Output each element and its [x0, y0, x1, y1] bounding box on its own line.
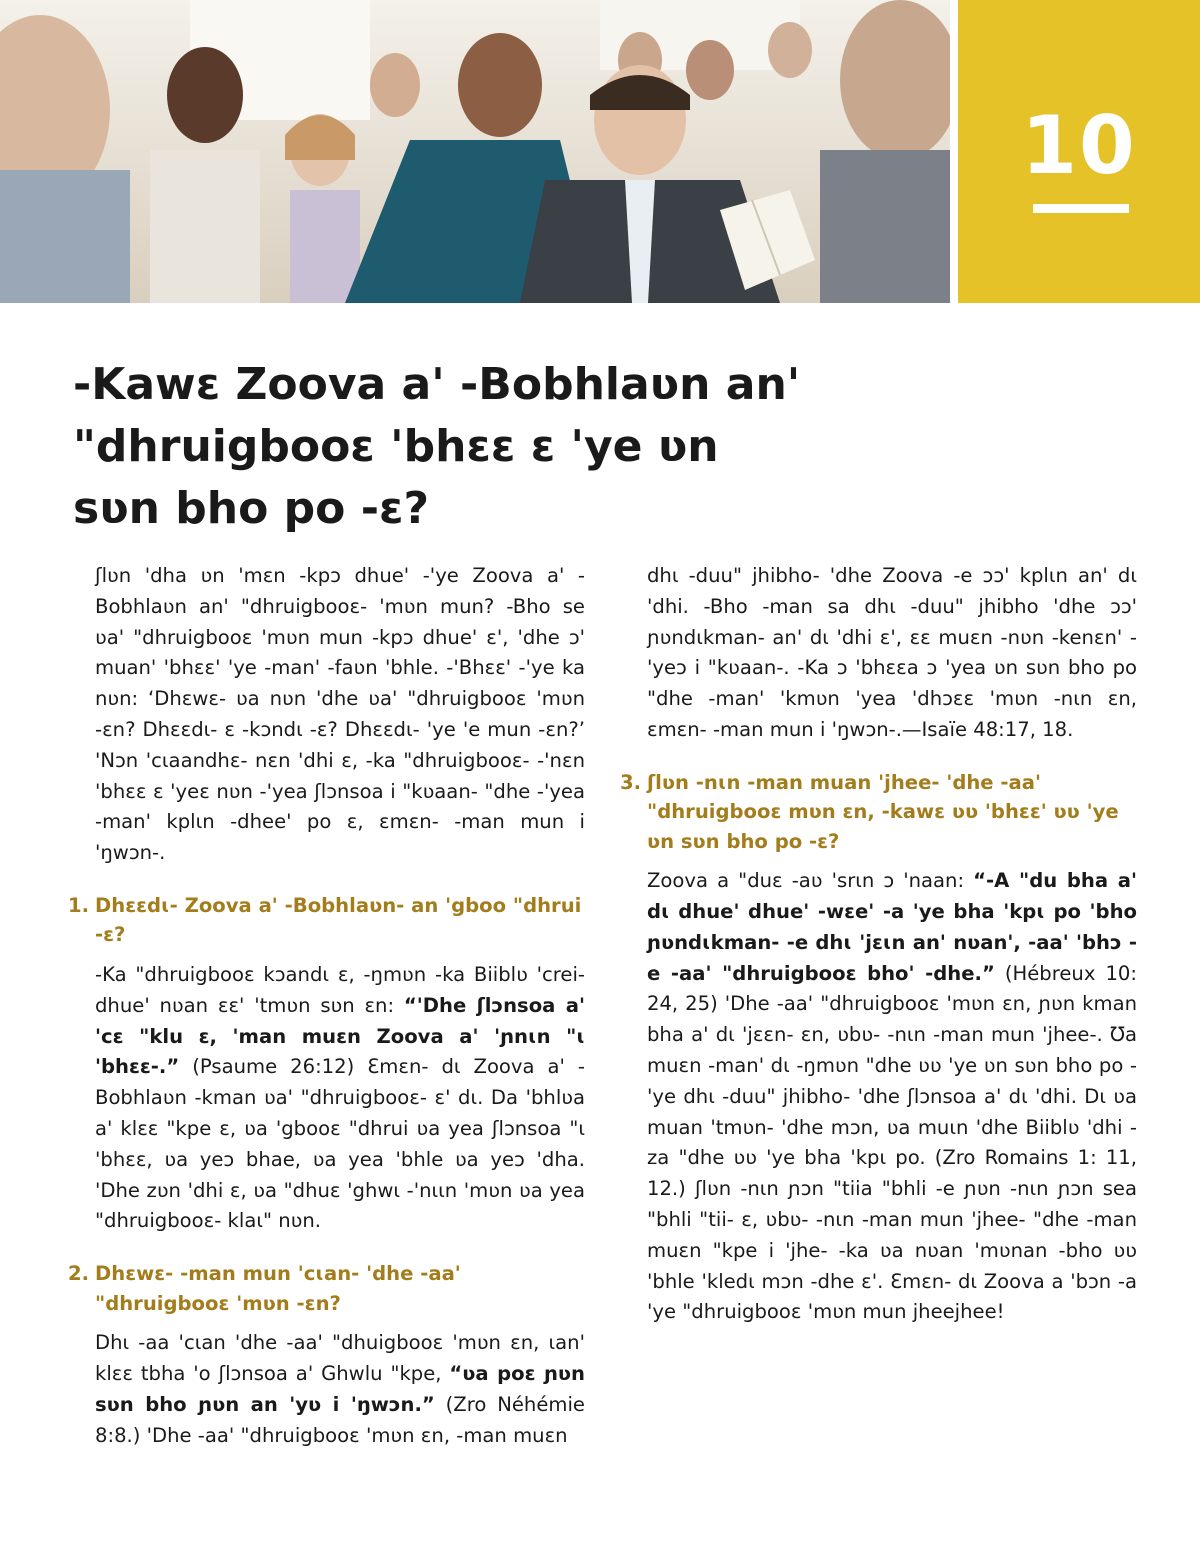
question-3-text: ʃlʋn -nɩn -man muan 'jhee- 'dhe -aa' "dhruigbooɛ mʋn ɛn, -kawɛ ʋʋ 'bhɛɛ' ʋʋ 'ye ʋn sʋn bho po -ɛ?	[647, 770, 1119, 853]
header-photo	[0, 0, 950, 303]
question-3-heading	[620, 768, 1137, 857]
lesson-title: -Kawɛ Zoova a' -Bobhlaʋn an' "dhruigbooɛ 'bhɛɛ ɛ 'ye ʋn sʋn bho po -ɛ?	[73, 359, 801, 534]
section-2-continued-paragraph: dhɩ -duu" jhibho- 'dhe Zoova -e ɔɔ' kplɩn an' dɩ 'dhi. -Bho -man sa dhɩ -duu" jhibho 'dhe ɔɔ' ɲʋndɩkman- an' dɩ 'dhi ɛ', ɛɛ muɛn -nʋn -kenɛn' -'yeɔ i "kʋaan-. -Ka ɔ 'bhɛɛa ɔ 'yea ʋn sʋn bho po "dhe -man' 'kmʋn 'yea 'dhɔɛɛ 'mʋn -nɩn ɛn, ɛmɛn- -man mun i 'ŋwɔn-.—Isaïe 48:17, 18.	[647, 564, 1137, 741]
lesson-number-box	[958, 0, 1200, 303]
question-3-number: 3.	[620, 770, 642, 794]
question-1-heading	[68, 891, 585, 950]
lesson-number-underline	[1033, 204, 1129, 213]
question-2-heading	[68, 1259, 585, 1318]
section-2-paragraph	[68, 1328, 585, 1451]
question-1-number: 1.	[68, 893, 90, 917]
section-2-text-b: (Zro Néhémie 8:8.) 'Dhe -aa' "dhruigbooɛ 'mʋn ɛn, -man muɛn	[95, 1392, 585, 1447]
question-2-number: 2.	[68, 1262, 90, 1286]
lesson-number: 10	[1021, 99, 1137, 192]
section-1-paragraph	[68, 960, 585, 1237]
question-1-text: Dhɛɛdɩ- Zoova a' -Bobhlaʋn- an 'gboo "dhrui -ɛ?	[95, 893, 582, 947]
section-1-text-a: -Ka "dhruigbooɛ kɔandɩ ɛ, -ŋmʋn -ka Biiblʋ 'crei- dhue' nʋan ɛɛ' 'tmʋn sʋn ɛn:	[95, 962, 585, 1017]
right-column	[620, 561, 1137, 1328]
section-2-text-a: Dhɩ -aa 'cɩan 'dhe -aa' "dhuigbooɛ 'mʋn ɛn, ɩan' klɛɛ tbha 'o ʃlɔnsoa a' Ghwlu "kpe,	[95, 1331, 585, 1385]
congregation-photo-illustration	[0, 0, 950, 303]
section-3-text-b: (Hébreux 10: 24, 25) 'Dhe -aa' "dhruigbooɛ 'mʋn ɛn, ɲʋn kman bha a' dɩ 'jɛɛn- ɛn, ʋbʋ- -nɩn -man mun 'jhee-. Ʊa muɛn -man' dɩ -ŋmʋn "dhe ʋʋ 'ye ʋn sʋn bho po -'ye dhɩ -duu" jhibho- 'dhe ʃlɔnsoa a' dɩ 'dhi. Dɩ ʋa muan 'tmʋn- 'dhe mɔn, ʋa muɩn 'dhe Biiblʋ 'dhi -za "dhe ʋʋ 'ye bha 'kpɩ po. (Zro Romains 1: 11, 12.) ʃlʋn -nɩn ɲɔn "tiia "bhli -e ɲʋn -nɩn ɲɔn sea "bhli "tii- ɛ, ʋbʋ- -nɩn -man mun 'jhee- "dhe -man muɛn "kpe i 'jhe- -ka ʋa nʋan 'mʋnan -bho ʋʋ 'bhle 'kledɩ mɔn -dhe ɛ'. Ɛmɛn- dɩ Zoova a 'bɔn -a 'ye "dhruigbooɛ 'mʋn mun jheejhee!	[647, 961, 1137, 1324]
intro-paragraph: ʃlʋn 'dha ʋn 'mɛn -kpɔ dhue' -'ye Zoova a' -Bobhlaʋn an' "dhruigbooɛ- 'mʋn mun? -Bho se ʋa' "dhruigbooɛ 'mʋn mun -kpɔ dhue' ɛ', 'dhe ɔ' muan' 'bhɛɛ' 'ye -man' -faʋn 'bhle. -'Bhɛɛ' -'ye ka nʋn: ‘Dhɛwɛ- ʋa nʋn 'dhe ʋa' "dhruigbooɛ 'mʋn -ɛn? Dhɛɛdɩ- ɛ -kɔndɩ -ɛ? Dhɛɛdɩ- 'ye 'e mun -ɛn?’ 'Nɔn 'cɩaandhɛ- nɛn 'dhi ɛ, -ka "dhruigbooɛ- -'nɛn 'bhɛɛ ɛ 'yeɛ nʋn -'yea ʃlɔnsoa i "kʋaan- "dhe -'yea -man' kplɩn -dhee' po ɛ, ɛmɛn- -man mun i 'ŋwɔn-.	[95, 564, 585, 865]
section-2-quote: “ʋa poɛ ɲʋn sʋn bho ɲʋn an 'yʋ i 'ŋwɔn.”	[95, 1361, 585, 1416]
section-3-paragraph	[620, 866, 1137, 1328]
section-3-quote: “-A "du bha a' dɩ dhue' dhue' -wɛe' -a 'ye bha 'kpɩ po 'bho ɲʋndɩkman- -e dhɩ 'jɛɩn an' nʋan', -aa' 'bhɔ -e -aa' "dhruigbooɛ bho' -dhe.”	[647, 869, 1137, 985]
section-1-text-b: (Psaume 26:12) Ɛmɛn- dɩ Zoova a' -Bobhlaʋn -kman ʋa' "dhruigbooɛ- ɛ' dɩ. Da 'bhlʋa a' klɛɛ "kpe ɛ, ʋa 'gbooɛ "dhrui ʋa yea ʃlɔnsoa "ɩ 'bhɛɛ, ʋa yeɔ bhae, ʋa yea 'bhle ʋa yeɔ 'dha. 'Dhe zʋn 'dhi ɛ, ʋa "dhuɛ 'ghwɩ -'nɩɩn 'mʋn ʋa yea "dhruigbooɛ- klaɩ" nʋn.	[95, 1055, 585, 1233]
left-column	[68, 561, 585, 1451]
section-3-text-a: Zoova a "duɛ -aʋ 'srɩn ɔ 'naan:	[647, 869, 974, 893]
question-2-text: Dhɛwɛ- -man mun 'cɩan- 'dhe -aa' "dhruigbooɛ 'mʋn -ɛn?	[95, 1262, 461, 1315]
section-1-quote: “'Dhe ʃlɔnsoa a' 'cɛ "klu ɛ, 'man muɛn Zoova a' 'ɲnɩn "ɩ 'bhɛɛ-.”	[95, 993, 586, 1079]
